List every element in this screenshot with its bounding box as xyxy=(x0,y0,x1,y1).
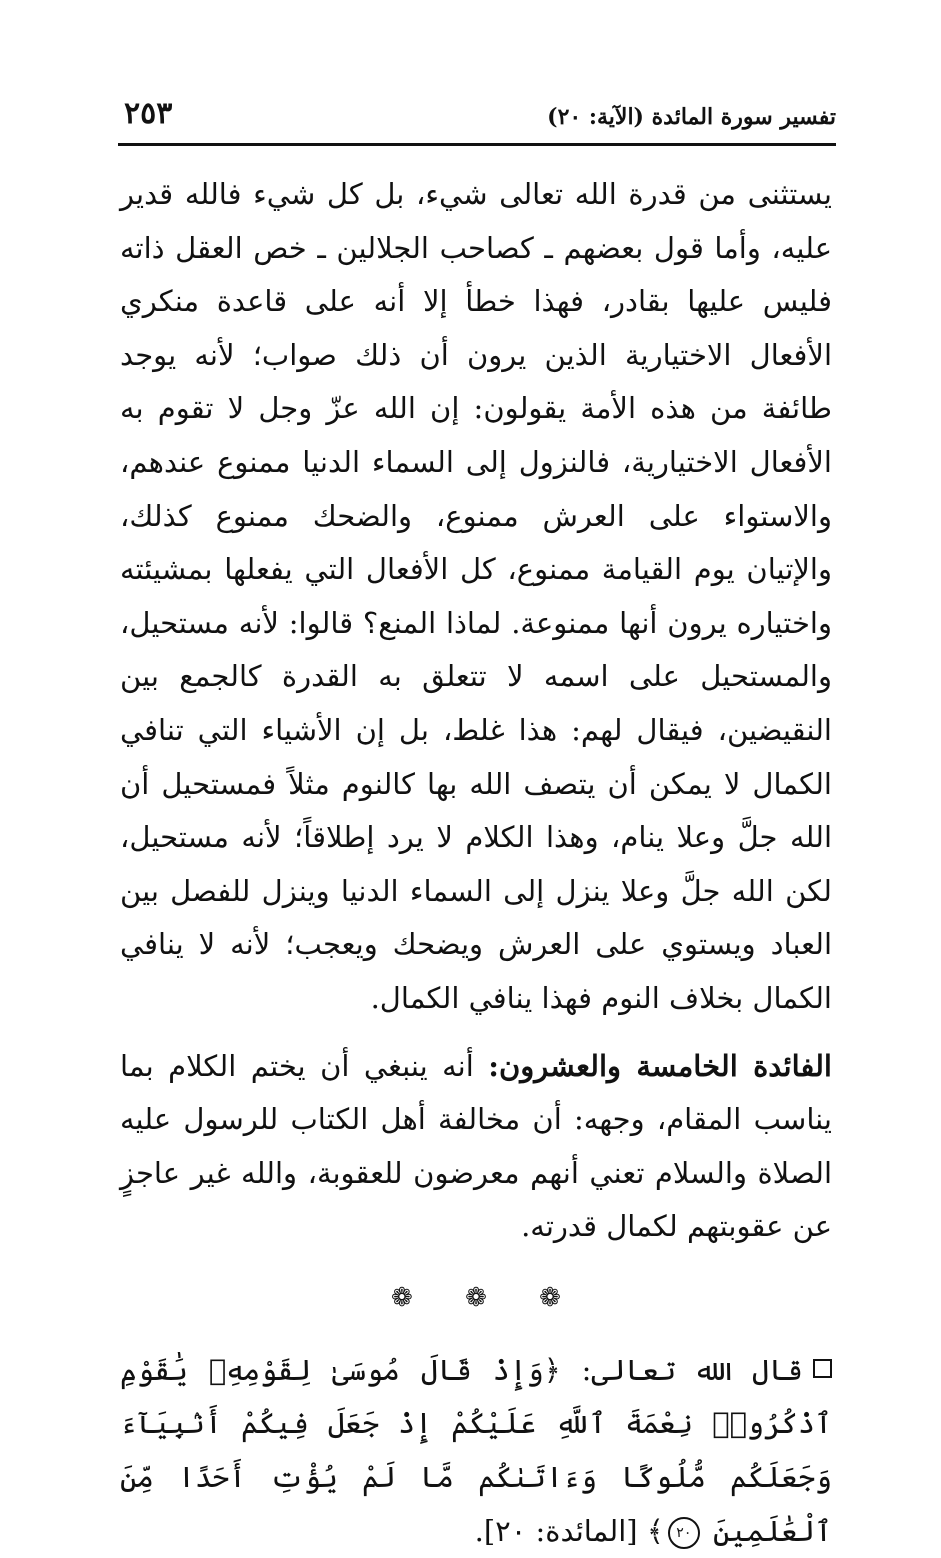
verse-text: وَإِذْ قَالَ مُوسَىٰ لِقَوْمِهِۦ يَٰقَوْمِ ٱذْكُرُوا۟ نِعْمَةَ ٱللَّهِ عَلَيْكُمْ إِذْ جَعَلَ فِيكُمْ أَنۢبِيَآءَ وَجَعَلَكُم مُّلُوكًا وَءَاتَىٰكُم مَّا لَمْ يُؤْتِ أَحَدًا مِّنَ ٱلْعَٰلَمِينَ xyxy=(120,1352,832,1548)
benefit-heading: الفائدة الخامسة والعشرون: xyxy=(488,1048,832,1083)
paragraph-1 xyxy=(120,168,832,1026)
verse-paragraph xyxy=(120,1344,832,1558)
paragraph-1-text: يستثنى من قدرة الله تعالى شيء، بل كل شيء فالله قدير عليه، وأما قول بعضهم ـ كصاحب الجلالين ـ خص العقل ذاته فليس عليها بقادر، فهذا خطأ إلا أنه على قاعدة منكري الأفعال الاختيارية الذين يرون أن ذلك صواب؛ لأنه يوجد طائفة من هذه الأمة يقولون: إن الله عزّ وجل لا تقوم به الأفعال الاختيارية، فالنزول إلى السماء الدنيا ممنوع عندهم، والاستواء على العرش ممنوع، والضحك ممنوع كذلك، والإتيان يوم القيامة ممنوع، كل الأفعال التي يفعلها بمشيئته واختياره يرون أنها ممنوعة. لماذا المنع؟ قالوا: لأنه مستحيل، والمستحيل على اسمه لا تتعلق به القدرة كالجمع بين النقيضين، فيقال لهم: هذا غلط، بل إن الأشياء التي تنافي الكمال لا يمكن أن يتصف الله بها كالنوم مثلاً فمستحيل أن الله جلَّ وعلا ينام، وهذا الكلام لا يرد إطلاقاً؛ لأنه مستحيل، لكن الله جلَّ وعلا ينزل إلى السماء الدنيا وينزل للفصل بين العباد ويستوي على العرش ويضحك ويعجب؛ لأنه لا ينافي الكمال بخلاف النوم فهذا ينافي الكمال. xyxy=(120,177,832,1015)
paragraph-2 xyxy=(120,1040,832,1254)
section-separator: ❁ ❁ ❁ xyxy=(391,1282,583,1313)
verse-reference: [المائدة: ٢٠]. xyxy=(474,1513,647,1548)
verse-open-bracket: ﴿ xyxy=(543,1352,561,1387)
page-body xyxy=(120,168,832,1558)
verse-close-bracket: ﴾ xyxy=(646,1513,664,1548)
page-header xyxy=(118,96,836,140)
header-rule xyxy=(118,143,836,146)
verse-intro: قال الله تعالى: xyxy=(560,1352,803,1387)
square-bullet-icon xyxy=(813,1359,832,1378)
running-title: تفسير سورة المائدة (الآية: ٢٠) xyxy=(547,104,836,130)
ayah-number: ٢٠ xyxy=(668,1517,700,1549)
paragraph-2-text: أنه ينبغي أن يختم الكلام بما يناسب المقام، وجهه: أن مخالفة أهل الكتاب للرسول عليه الصلاة والسلام تعني أنهم معرضون للعقوبة، والله غير عاجزٍ عن عقوبتهم لكمال قدرته. xyxy=(120,1048,832,1244)
page-number: ٢٥٣ xyxy=(124,96,173,131)
